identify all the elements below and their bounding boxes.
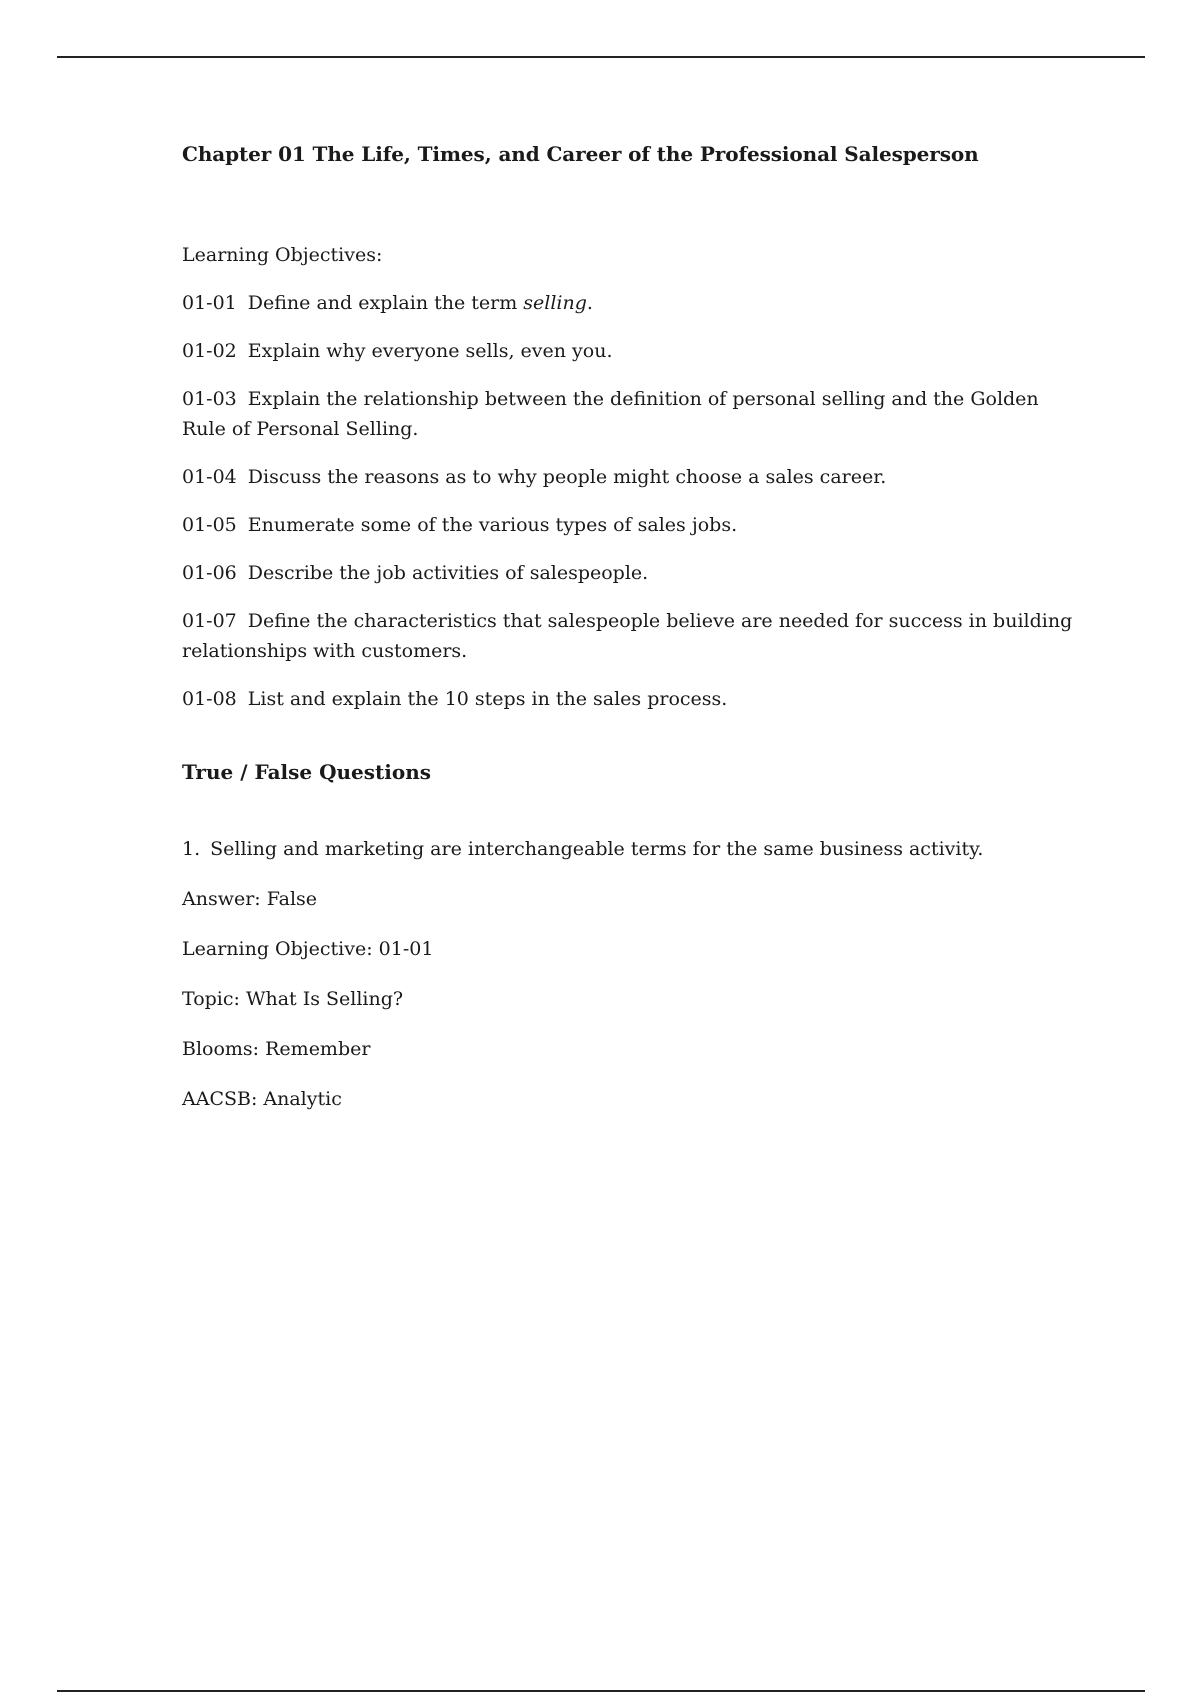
learning-objectives-label: Learning Objectives:	[182, 244, 383, 266]
learning-objective-item	[182, 606, 1082, 666]
question-blooms: Blooms: Remember	[182, 1038, 371, 1060]
objective-text: Define and explain the term	[247, 292, 524, 314]
question-statement: Selling and marketing are interchangeable terms for the same business activity.	[210, 838, 984, 860]
objective-text: Explain why everyone sells, even you.	[247, 340, 613, 362]
chapter-title: Chapter 01 The Life, Times, and Career of the Professional Salesperson	[182, 142, 979, 166]
learning-objective-item	[182, 288, 1082, 318]
learning-objective-item	[182, 510, 1082, 540]
objective-code: 01-02	[182, 340, 237, 362]
objective-suffix: .	[586, 292, 593, 314]
learning-objective-item	[182, 336, 1082, 366]
question-block	[182, 834, 1082, 1114]
learning-objective-item	[182, 462, 1082, 492]
objective-code: 01-01	[182, 292, 237, 314]
question-text	[182, 834, 1082, 864]
bottom-rule	[57, 1690, 1145, 1692]
learning-objective-item	[182, 558, 1082, 588]
question-learning-objective: Learning Objective: 01-01	[182, 938, 434, 960]
objective-code: 01-08	[182, 688, 237, 710]
question-aacsb: AACSB: Analytic	[182, 1088, 342, 1110]
objective-text: List and explain the 10 steps in the sales process.	[247, 688, 728, 710]
top-rule	[57, 56, 1145, 58]
question-topic: Topic: What Is Selling?	[182, 988, 404, 1010]
learning-objective-item	[182, 384, 1082, 444]
objective-text: Define the characteristics that salespeople believe are needed for success in building relationships with customers.	[182, 610, 1073, 662]
objective-code: 01-04	[182, 466, 237, 488]
question-answer: Answer: False	[182, 888, 318, 910]
objective-code: 01-07	[182, 610, 237, 632]
learning-objective-item	[182, 684, 1082, 714]
objective-text: Describe the job activities of salespeople.	[247, 562, 649, 584]
objective-text: Discuss the reasons as to why people might choose a sales career.	[247, 466, 887, 488]
objective-text: Enumerate some of the various types of sales jobs.	[247, 514, 738, 536]
objective-code: 01-05	[182, 514, 237, 536]
objective-text: Explain the relationship between the definition of personal selling and the Golden Rule of Personal Selling.	[182, 388, 1039, 440]
objective-code: 01-06	[182, 562, 237, 584]
question-number: 1.	[182, 838, 201, 860]
section-heading: True / False Questions	[182, 760, 431, 784]
document-body	[182, 140, 1082, 1134]
learning-objectives-list	[182, 288, 1082, 714]
objective-emphasis: selling	[523, 292, 587, 314]
objective-code: 01-03	[182, 388, 237, 410]
